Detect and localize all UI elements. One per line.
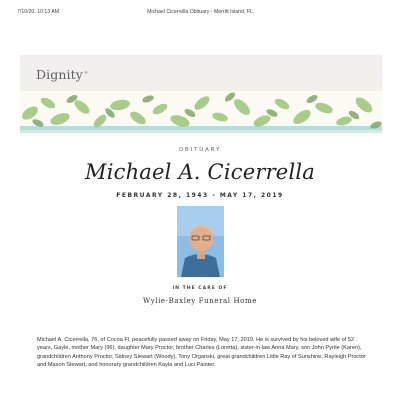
logo-text: Dignity xyxy=(36,67,83,82)
print-page-title: Michael Cicerrella Obituary - Merritt Island, FL xyxy=(147,9,253,15)
print-timestamp: 7/10/20, 10:13 AM xyxy=(17,9,60,15)
portrait-image xyxy=(177,206,224,277)
logo-mark: ® xyxy=(83,69,88,75)
dignity-logo[interactable] xyxy=(36,67,88,82)
leaf-banner xyxy=(20,91,382,136)
brand-bar xyxy=(20,55,382,91)
obituary-label: OBITUARY xyxy=(178,147,222,153)
care-label: IN THE CARE OF xyxy=(172,286,228,291)
leaf-pattern-image xyxy=(20,91,382,136)
portrait-photo xyxy=(177,206,224,277)
deceased-name: Michael A. Cicerrella xyxy=(85,160,315,184)
print-header xyxy=(0,9,400,21)
obituary-text: Michael A. Cicerrella, 76, of Cocoa Fl, peacefully passed away on Friday, May 17, 2019. He is survived by his beloved wife of 52 years, Gayle, mother Mary (96), daughter Mary Proctor, brother Charles (Loretta), sister-in-law Anna Mary, son John Pyrtle (Karen), grandchildren Anthony Proctor, Sidney Stewart (Woody), Tony Organski, great grandchildren Little Ray of Sunshine, Rayleigh Proctor and Mason Stewart, and honorary grandchildren Kayla and Luci Painter. xyxy=(37,337,366,369)
funeral-home-link[interactable]: Wylie-Baxley Funeral Home xyxy=(143,297,257,305)
life-dates: FEBRUARY 28, 1943 - MAY 17, 2019 xyxy=(116,192,284,199)
